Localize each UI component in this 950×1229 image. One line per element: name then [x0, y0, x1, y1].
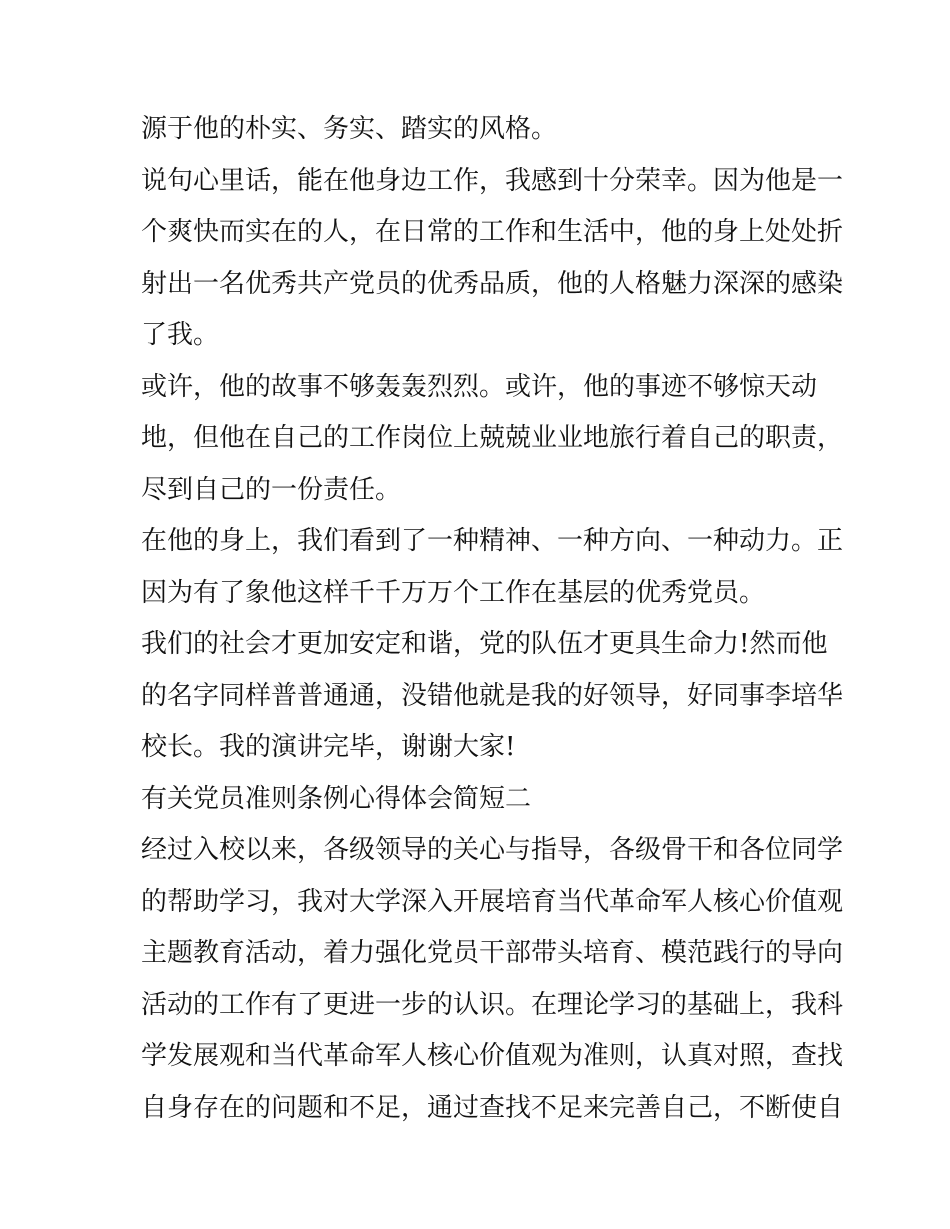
text-line: 地，但他在自己的工作岗位上兢兢业业地旅行着自己的职责，	[141, 423, 844, 453]
document-body	[141, 104, 844, 1134]
text-line: 说句心里话，能在他身边工作，我感到十分荣幸。因为他是一	[141, 165, 844, 196]
text-line: 自身存在的问题和不足，通过查找不足来完善自己，不断使自	[141, 1092, 844, 1123]
text-line: 学发展观和当代革命军人核心价值观为准则，认真对照，查找	[141, 1041, 844, 1071]
text-line: 因为有了象他这样千千万万个工作在基层的优秀党员。	[141, 577, 766, 608]
text-line: 经过入校以来，各级领导的关心与指导，各级骨干和各位同学	[141, 835, 844, 865]
text-line: 了我。	[141, 320, 220, 350]
section-heading: 有关党员准则条例心得体会简短二	[141, 783, 532, 814]
text-line: 主题教育活动，着力强化党员干部带头培育、模范践行的导向	[141, 938, 844, 968]
text-line: 个爽快而实在的人，在日常的工作和生活中，他的身上处处折	[141, 217, 844, 247]
text-line: 的帮助学习，我对大学深入开展培育当代革命军人核心价值观	[141, 886, 844, 917]
text-line: 射出一名优秀共产党员的优秀品质，他的人格魅力深深的感染	[141, 268, 844, 299]
text-line: 源于他的朴实、务实、踏实的风格。	[141, 114, 558, 144]
text-line: 活动的工作有了更进一步的认识。在理论学习的基础上，我科	[141, 989, 844, 1020]
text-line: 的名字同样普普通通，没错他就是我的好领导，好同事李培华	[141, 680, 844, 711]
text-line: 或许，他的故事不够轰轰烈烈。或许，他的事迹不够惊天动	[141, 371, 818, 402]
text-line: 校长。我的演讲完毕，谢谢大家!	[141, 732, 516, 762]
text-line: 尽到自己的一份责任。	[141, 474, 402, 505]
text-line: 在他的身上，我们看到了一种精神、一种方向、一种动力。正	[141, 526, 844, 556]
text-line: 我们的社会才更加安定和谐，党的队伍才更具生命力!然而他	[141, 629, 828, 659]
